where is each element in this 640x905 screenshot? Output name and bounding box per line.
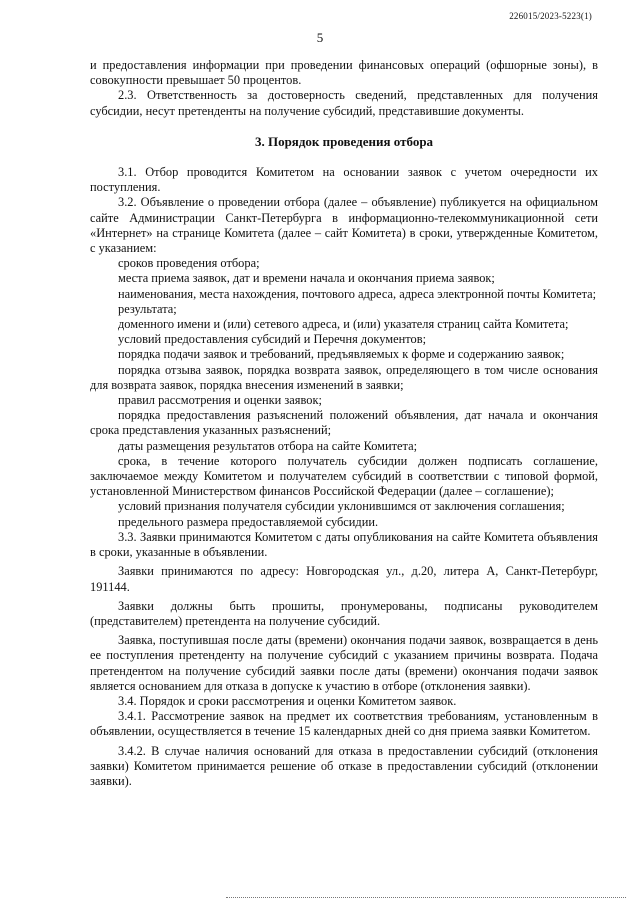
- list-item: правил рассмотрения и оценки заявок;: [118, 393, 322, 408]
- list-item: порядка предоставления разъяснений положений объявления, дат начала и окончания срока представления указанных разъяснений;: [90, 408, 598, 438]
- paragraph: Заявки должны быть прошиты, пронумерованы, подписаны руководителем (представителем) претендента на получение субсидий.: [90, 598, 598, 628]
- list-item: доменного имени и (или) сетевого адреса, и (или) указателя страниц сайта Комитета;: [118, 317, 569, 332]
- paragraph: Заявка, поступившая после даты (времени) окончания подачи заявок, возвращается в день ее поступления претенденту на получение субсидий с указанием причины возврата. Подача претендентом на получение субсидий заявки после даты (времени) окончания подачи заявок является основанием для отказа в допуске к участию в отборе (отклонения заявки).: [90, 633, 598, 693]
- document-body: [90, 58, 598, 789]
- list-item: сроков проведения отбора;: [118, 256, 260, 271]
- list-item: наименования, места нахождения, почтового адреса, адреса электронной почты Комитета;: [118, 286, 597, 301]
- paragraph: 2.3. Ответственность за достоверность сведений, представленных для получения субсидии, несут претенденты на получение субсидий, представившие документы.: [90, 88, 598, 118]
- paragraph: и предоставления информации при проведении финансовых операций (офшорные зоны), в совокупности превышает 50 процентов.: [90, 58, 598, 88]
- footer-divider: [226, 897, 626, 898]
- paragraph: 3.1. Отбор проводится Комитетом на основании заявок с учетом очередности их поступления.: [90, 165, 598, 195]
- paragraph: 3.4. Порядок и сроки рассмотрения и оценки Комитетом заявок.: [118, 693, 457, 708]
- list-item: срока, в течение которого получатель субсидии должен подписать соглашение, заключаемое между Комитетом и получателем субсидий в соответствии с типовой формой, установленной Министерством финансов Российской Федерации (далее – соглашение);: [90, 453, 598, 499]
- paragraph: 3.4.2. В случае наличия оснований для отказа в предоставлении субсидий (отклонения заявки) Комитетом принимается решение об отказе в предоставлении субсидий (отклонении заявки).: [90, 743, 598, 788]
- paragraph: 3.2. Объявление о проведении отбора (далее – объявление) публикуется на официальном сайте Администрации Санкт-Петербурга в информационно-телекоммуникационной сети «Интернет» на странице Комитета (далее – сайт Комитета) в сроки, утвержденные Комитетом, с указанием:: [90, 195, 598, 256]
- section-heading: 3. Порядок проведения отбора: [254, 133, 434, 149]
- list-item: порядка подачи заявок и требований, предъявляемых к форме и содержанию заявок;: [118, 347, 565, 362]
- list-item: предельного размера предоставляемой субсидии.: [118, 514, 379, 529]
- list-item: даты размещения результатов отбора на сайте Комитета;: [118, 438, 418, 453]
- paragraph: 3.3. Заявки принимаются Комитетом с даты опубликования на сайте Комитета объявления в сроки, указанные в объявлении.: [90, 529, 598, 560]
- document-number: 226015/2023-5223(1): [509, 11, 592, 21]
- list-item: результата;: [118, 301, 177, 316]
- list-item: условий признания получателя субсидии уклонившимся от заключения соглашения;: [118, 499, 565, 514]
- page-number: 5: [316, 30, 324, 45]
- list-item: места приема заявок, дат и времени начала и окончания приема заявок;: [118, 271, 495, 286]
- paragraph: Заявки принимаются по адресу: Новгородская ул., д.20, литера А, Санкт-Петербург, 191144.: [90, 564, 598, 594]
- list-item: порядка отзыва заявок, порядка возврата заявок, определяющего в том числе основания для возврата заявок, порядка внесения изменений в заявки;: [90, 362, 598, 392]
- list-item: условий предоставления субсидий и Перечня документов;: [118, 332, 427, 347]
- paragraph: 3.4.1. Рассмотрение заявок на предмет их соответствия требованиям, установленным в объявлении, осуществляется в течение 15 календарных дней со дня приема заявки Комитетом.: [90, 709, 598, 739]
